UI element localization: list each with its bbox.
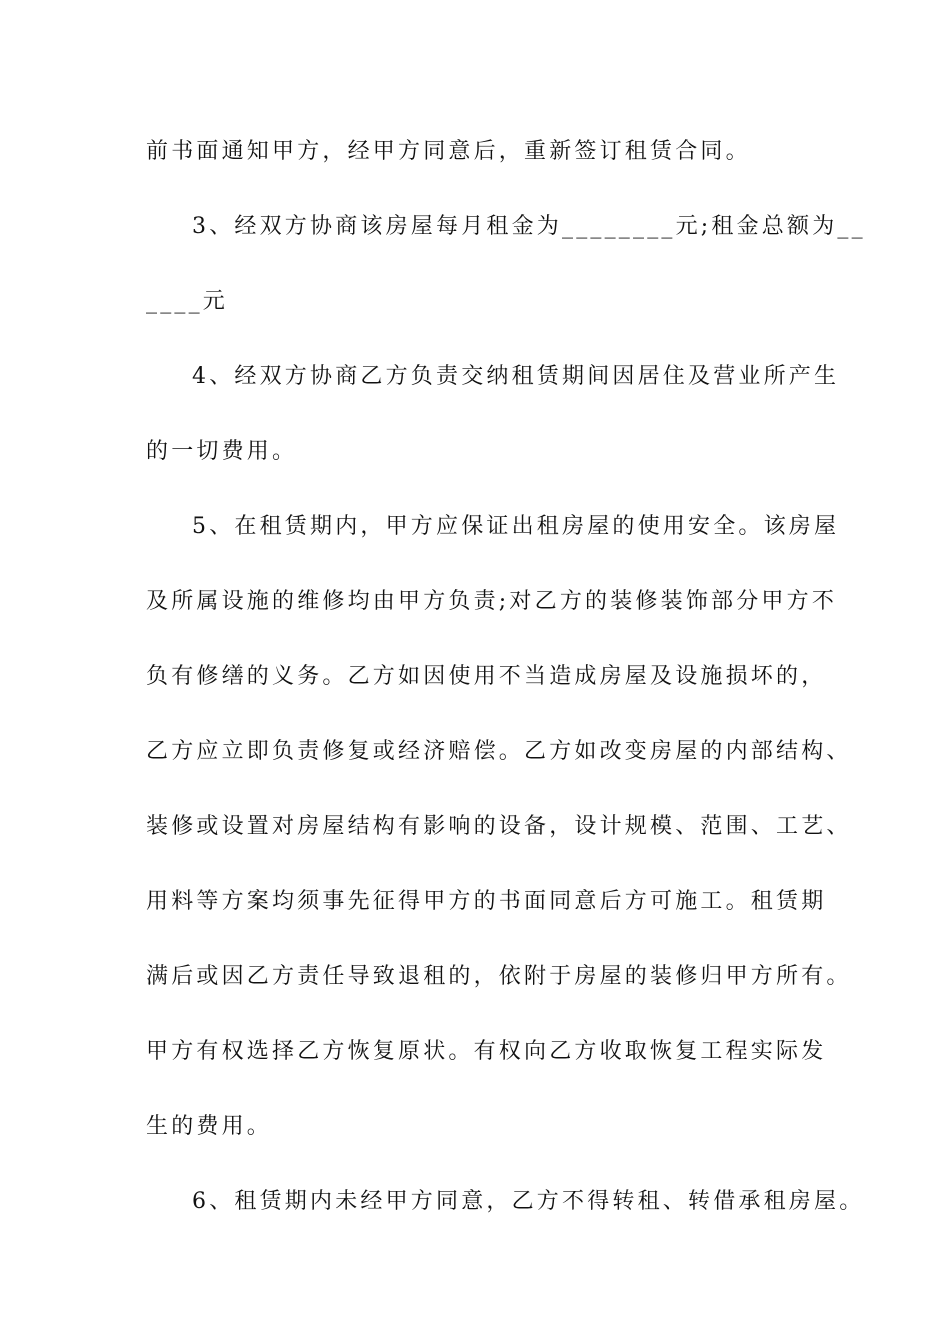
text-line: 乙方应立即负责修复或经济赔偿。乙方如改变房屋的内部结构、: [146, 739, 852, 764]
clause-5-text: 5、在租赁期内，甲方应保证出租房屋的使用安全。该房屋: [192, 514, 840, 539]
text-line: 及所属设施的维修均由甲方负责;对乙方的装修装饰部分甲方不: [146, 589, 838, 614]
clause-6-text: 6、租赁期内未经甲方同意，乙方不得转租、转借承租房屋。: [192, 1189, 865, 1214]
text-line: ____元: [146, 289, 229, 314]
text-line: 用料等方案均须事先征得甲方的书面同意后方可施工。租赁期: [146, 889, 827, 914]
text-line: 甲方有权选择乙方恢复原状。有权向乙方收取恢复工程实际发: [146, 1039, 827, 1064]
text-line: 生的费用。: [146, 1114, 273, 1139]
text-line: 负有修缮的义务。乙方如因使用不当造成房屋及设施损坏的，: [146, 664, 827, 689]
text-line: 前书面通知甲方，经甲方同意后，重新签订租赁合同。: [146, 139, 751, 164]
clause-3-text: 3、经双方协商该房屋每月租金为________元;租金总额为__: [192, 214, 866, 239]
clause-4-text: 4、经双方协商乙方负责交纳租赁期间因居住及营业所产生: [192, 364, 840, 389]
text-line: 满后或因乙方责任导致退租的，依附于房屋的装修归甲方所有。: [146, 964, 852, 989]
text-line: 的一切费用。: [146, 439, 298, 464]
text-line: 装修或设置对房屋结构有影响的设备，设计规模、范围、工艺、: [146, 814, 852, 839]
